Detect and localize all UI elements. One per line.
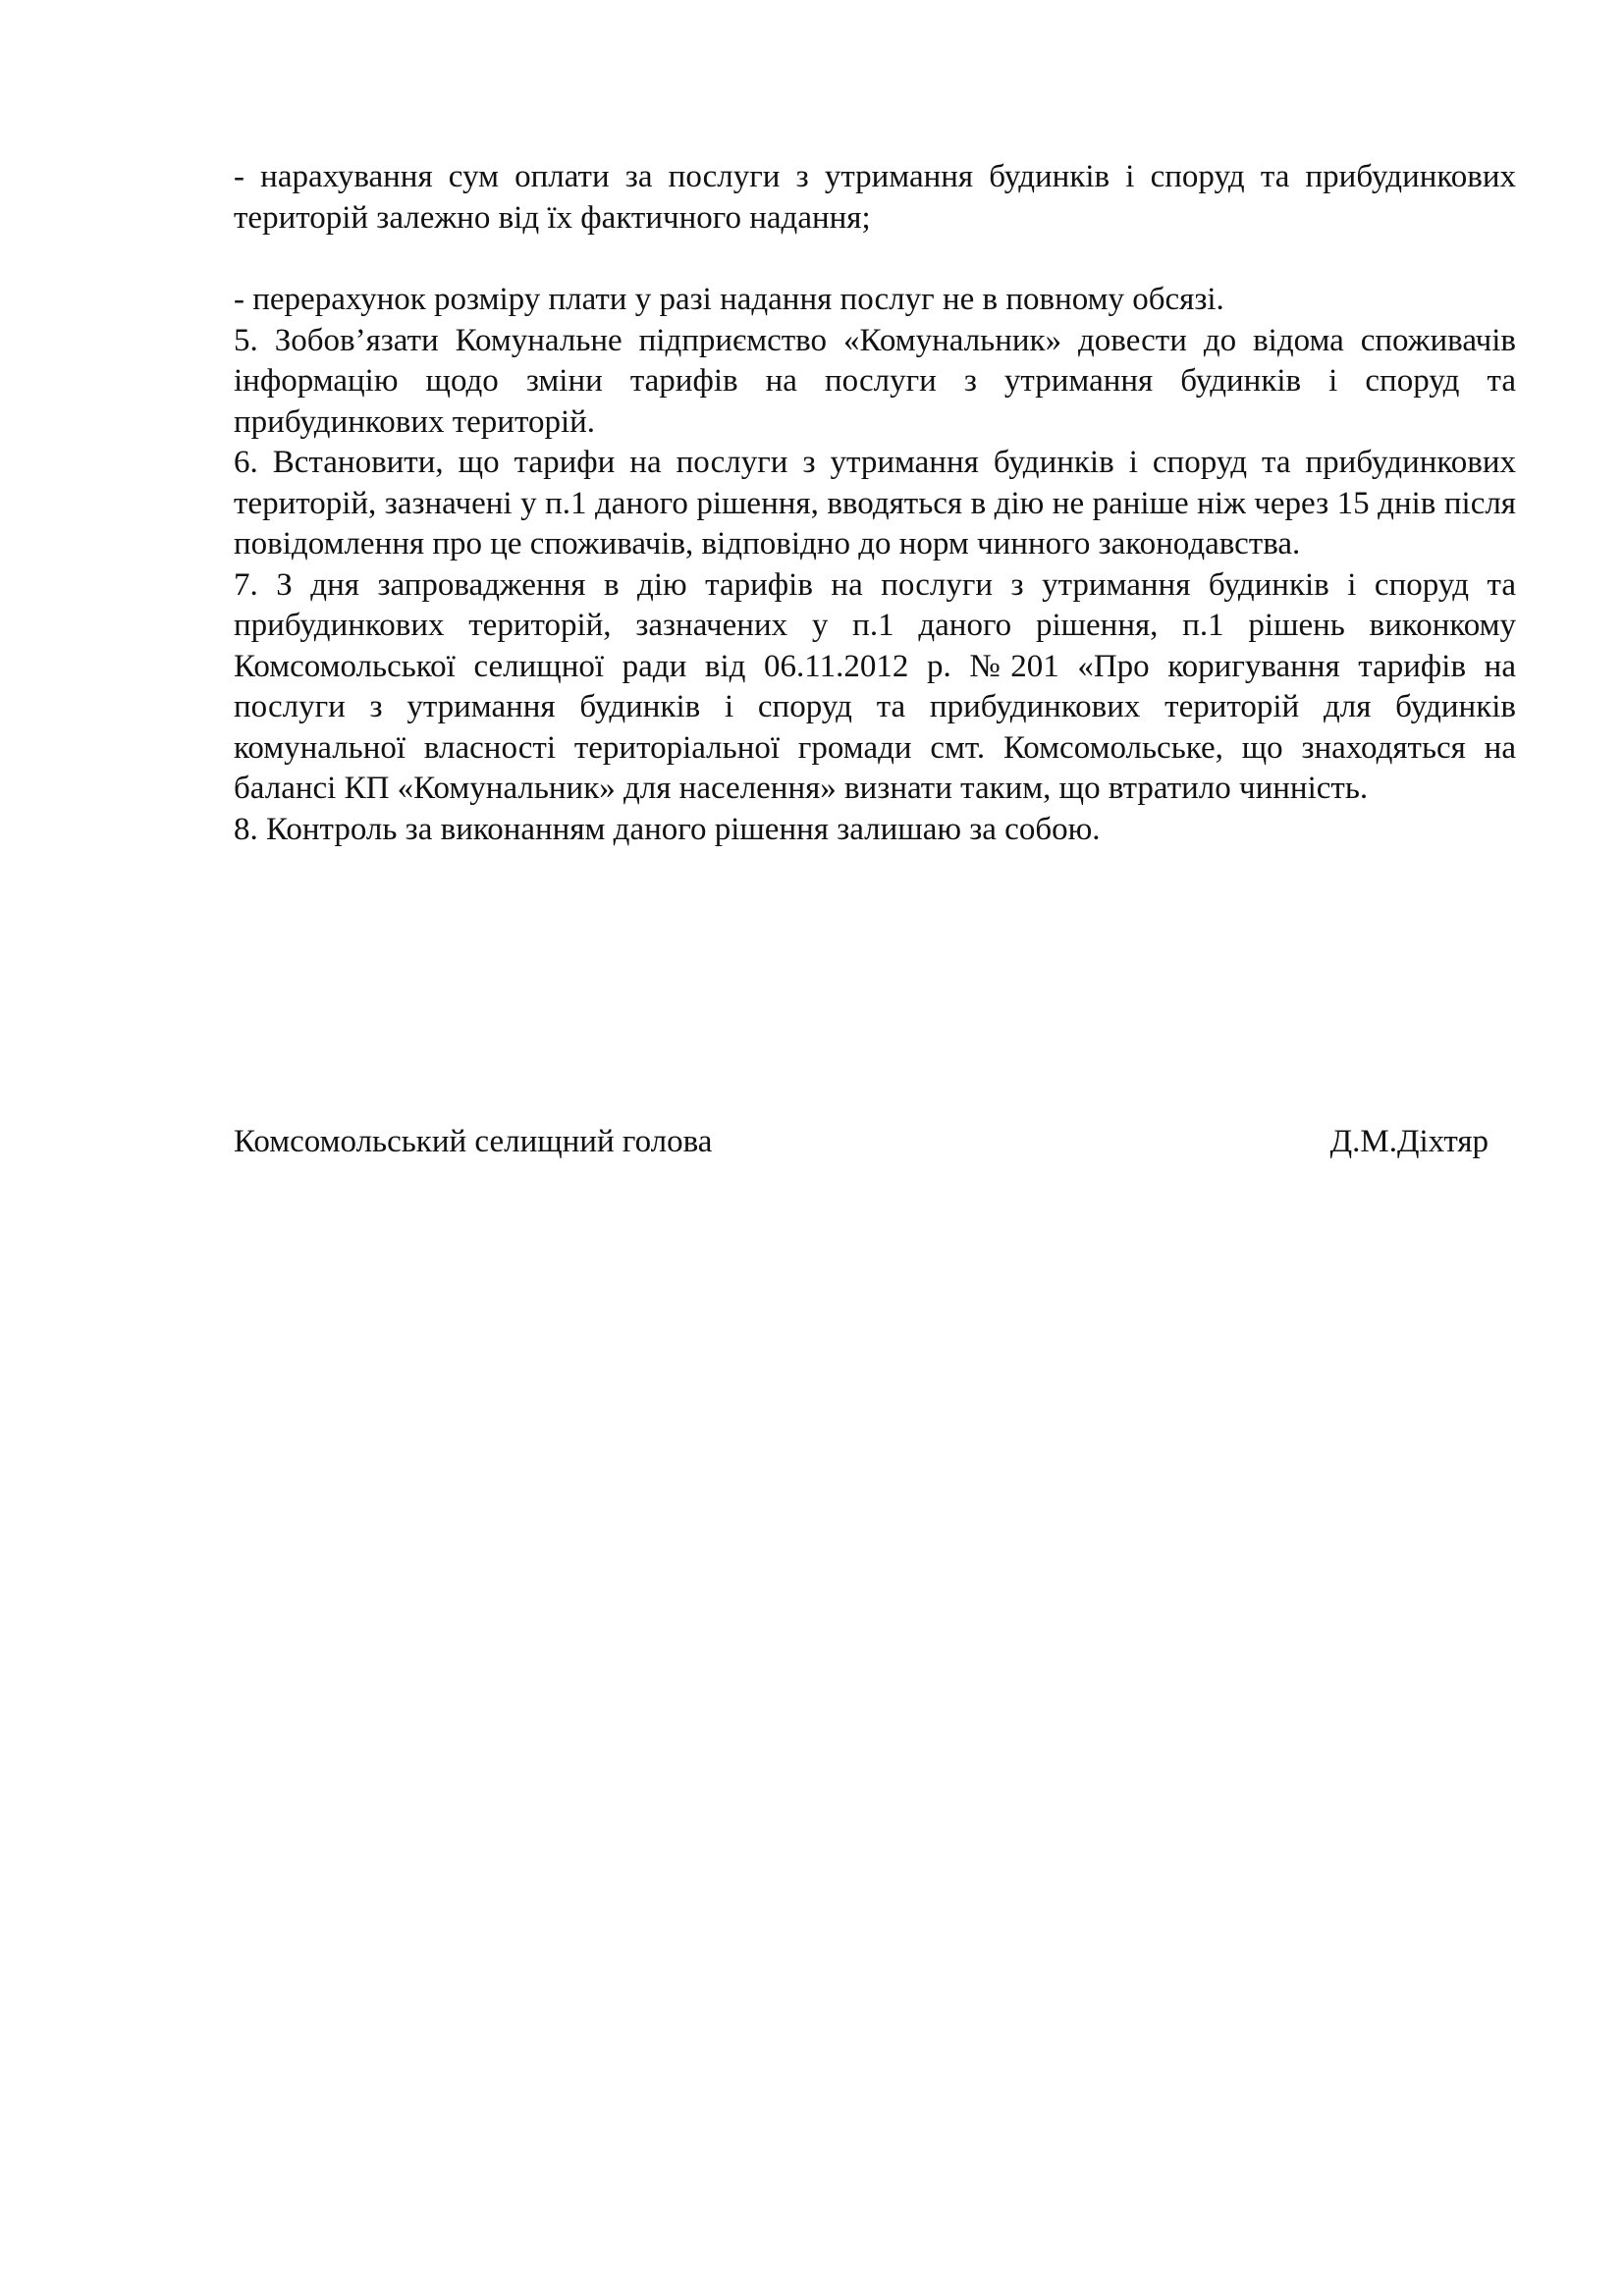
- document-body: [234, 157, 1516, 850]
- paragraph-accrual: - нарахування сум оплати за послуги з утримання будинків і споруд та прибудинкових територій залежно від їх фактичного надання;: [234, 159, 1516, 236]
- paragraph-gap: [234, 239, 1516, 280]
- paragraph-item-6: 6. Встановити, що тарифи на послуги з утримання будинків і споруд та прибудинкових територій, зазначені у п.1 даного рішення, вводяться в дію не раніше ніж через 15 днів після повідомлення про це споживачів, відповідно до норм чинного законодавства.: [234, 445, 1516, 561]
- signatory-name: Д.М.Діхтяр: [1329, 1124, 1489, 1159]
- signatory-position: Комсомольський селищний голова: [234, 1124, 713, 1159]
- paragraph-recalculation: - перерахунок розміру плати у разі надання послуг не в повному обсязі.: [234, 282, 1224, 317]
- paragraph-item-5: 5. Зобов’язати Комунальне підприємство «Комунальник» довести до відома споживачів інформацію щодо зміни тарифів на послуги з утримання будинків і споруд та прибудинкових територій.: [234, 322, 1516, 440]
- paragraph-item-8: 8. Контроль за виконанням даного рішення залишаю за собою.: [234, 811, 1101, 847]
- signature-block: [234, 1122, 1489, 1163]
- paragraph-item-7: 7. З дня запровадження в дію тарифів на послуги з утримання будинків і споруд та прибудинкових територій, зазначених у п.1 даного рішення, п.1 рішень виконкому Комсомольської селищної ради від 06.11.2012 р. №201 «Про коригування тарифів на послуги з утримання будинків і споруд та прибудинкових територій для будинків комунальної власності територіальної громади смт. Комсомольське, що знаходяться на балансі КП «Комунальник» для населення» визнати таким, що втратило чинність.: [234, 566, 1516, 806]
